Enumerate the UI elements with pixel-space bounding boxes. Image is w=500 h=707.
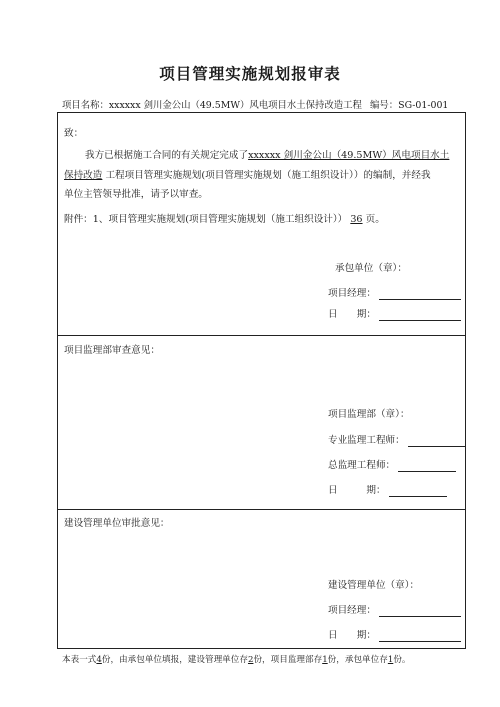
owner-date-label: 日 期：	[328, 630, 376, 641]
section-divider	[58, 335, 465, 336]
owner-manager-signature-line	[379, 615, 461, 617]
copies-note-text: 份，由承包单位填报，建设管理单位存	[101, 655, 248, 665]
statement-after: 工程项目管理实施规划(项目管理实施规划（施工组织设计））的编制，并经我	[105, 170, 431, 181]
project-name-label: 项目名称：	[62, 100, 109, 111]
contractor-date-label: 日 期：	[328, 309, 376, 320]
copies-owner: 2	[247, 655, 254, 665]
chief-engineer-row	[328, 460, 456, 472]
copies-note-text: 份。	[393, 655, 411, 665]
statement-prefix: 我方已根据施工合同的有关规定完成了	[85, 150, 249, 161]
copies-note-text: 本表一式	[62, 655, 97, 665]
statement-line-2	[64, 170, 431, 182]
supervision-engineer-row	[328, 435, 466, 447]
to-label: 致：	[64, 128, 84, 139]
contractor-date-row	[328, 309, 461, 321]
copies-note-text: 份，承包单位存	[327, 655, 388, 665]
form-number-row	[370, 97, 448, 111]
attachment-suffix: 页。	[365, 214, 385, 225]
copies-supervisor: 1	[322, 655, 328, 665]
owner-date-line	[379, 640, 461, 642]
contractor-manager-signature-line	[379, 298, 461, 300]
attachment-pages: 36	[350, 214, 363, 225]
project-name-value: xxxxxx 剑川金公山（49.5MW）风电项目水土保持改造工程	[108, 100, 362, 111]
owner-date-row	[328, 630, 461, 642]
owner-approval-heading: 建设管理单位审批意见：	[64, 518, 170, 529]
copies-total: 4	[96, 655, 102, 665]
form-title: 项目管理实施规划报审表	[159, 64, 341, 83]
form-table	[57, 112, 466, 649]
supervision-engineer-signature-line	[408, 445, 466, 447]
chief-engineer-label: 总监理工程师：	[328, 460, 396, 471]
supervision-engineer-label: 专业监理工程师：	[328, 435, 405, 446]
attachment-line	[64, 214, 385, 226]
supervision-date-line	[389, 495, 447, 497]
statement-project-name-b: 保持改造	[64, 170, 103, 181]
statement-line-1	[85, 150, 449, 162]
form-number-label: 编号：	[370, 100, 399, 111]
contractor-manager-label: 项目经理：	[328, 288, 376, 299]
owner-manager-label: 项目经理：	[328, 605, 376, 616]
copies-note	[62, 653, 411, 665]
supervision-opinion-heading: 项目监理部审查意见：	[64, 345, 160, 356]
supervision-dept-seal-label: 项目监理部（章）：	[328, 409, 410, 420]
section-divider	[58, 509, 465, 510]
attachment-prefix: 附件：1、项目管理实施规划(项目管理实施规划（施工组织设计））	[64, 214, 348, 225]
copies-contractor: 1	[387, 655, 394, 665]
owner-unit-seal-label: 建设管理单位（章）：	[328, 580, 420, 591]
supervision-date-label: 日 期：	[328, 485, 386, 496]
supervision-date-row	[328, 485, 447, 497]
copies-note-text: 份，项目监理部存	[253, 655, 323, 665]
statement-line-3: 单位主管领导批准，请予以审查。	[64, 189, 208, 200]
contractor-unit-seal-label: 承包单位（章）：	[335, 263, 407, 274]
project-name-row	[62, 97, 362, 111]
chief-engineer-signature-line	[398, 470, 456, 472]
contractor-manager-row	[328, 288, 461, 300]
contractor-date-line	[379, 319, 461, 321]
statement-project-name-a: xxxxxx 剑川金公山（49.5MW）风电项目水土	[248, 150, 450, 161]
form-number-value: SG-01-001	[398, 100, 449, 111]
owner-manager-row	[328, 605, 461, 617]
